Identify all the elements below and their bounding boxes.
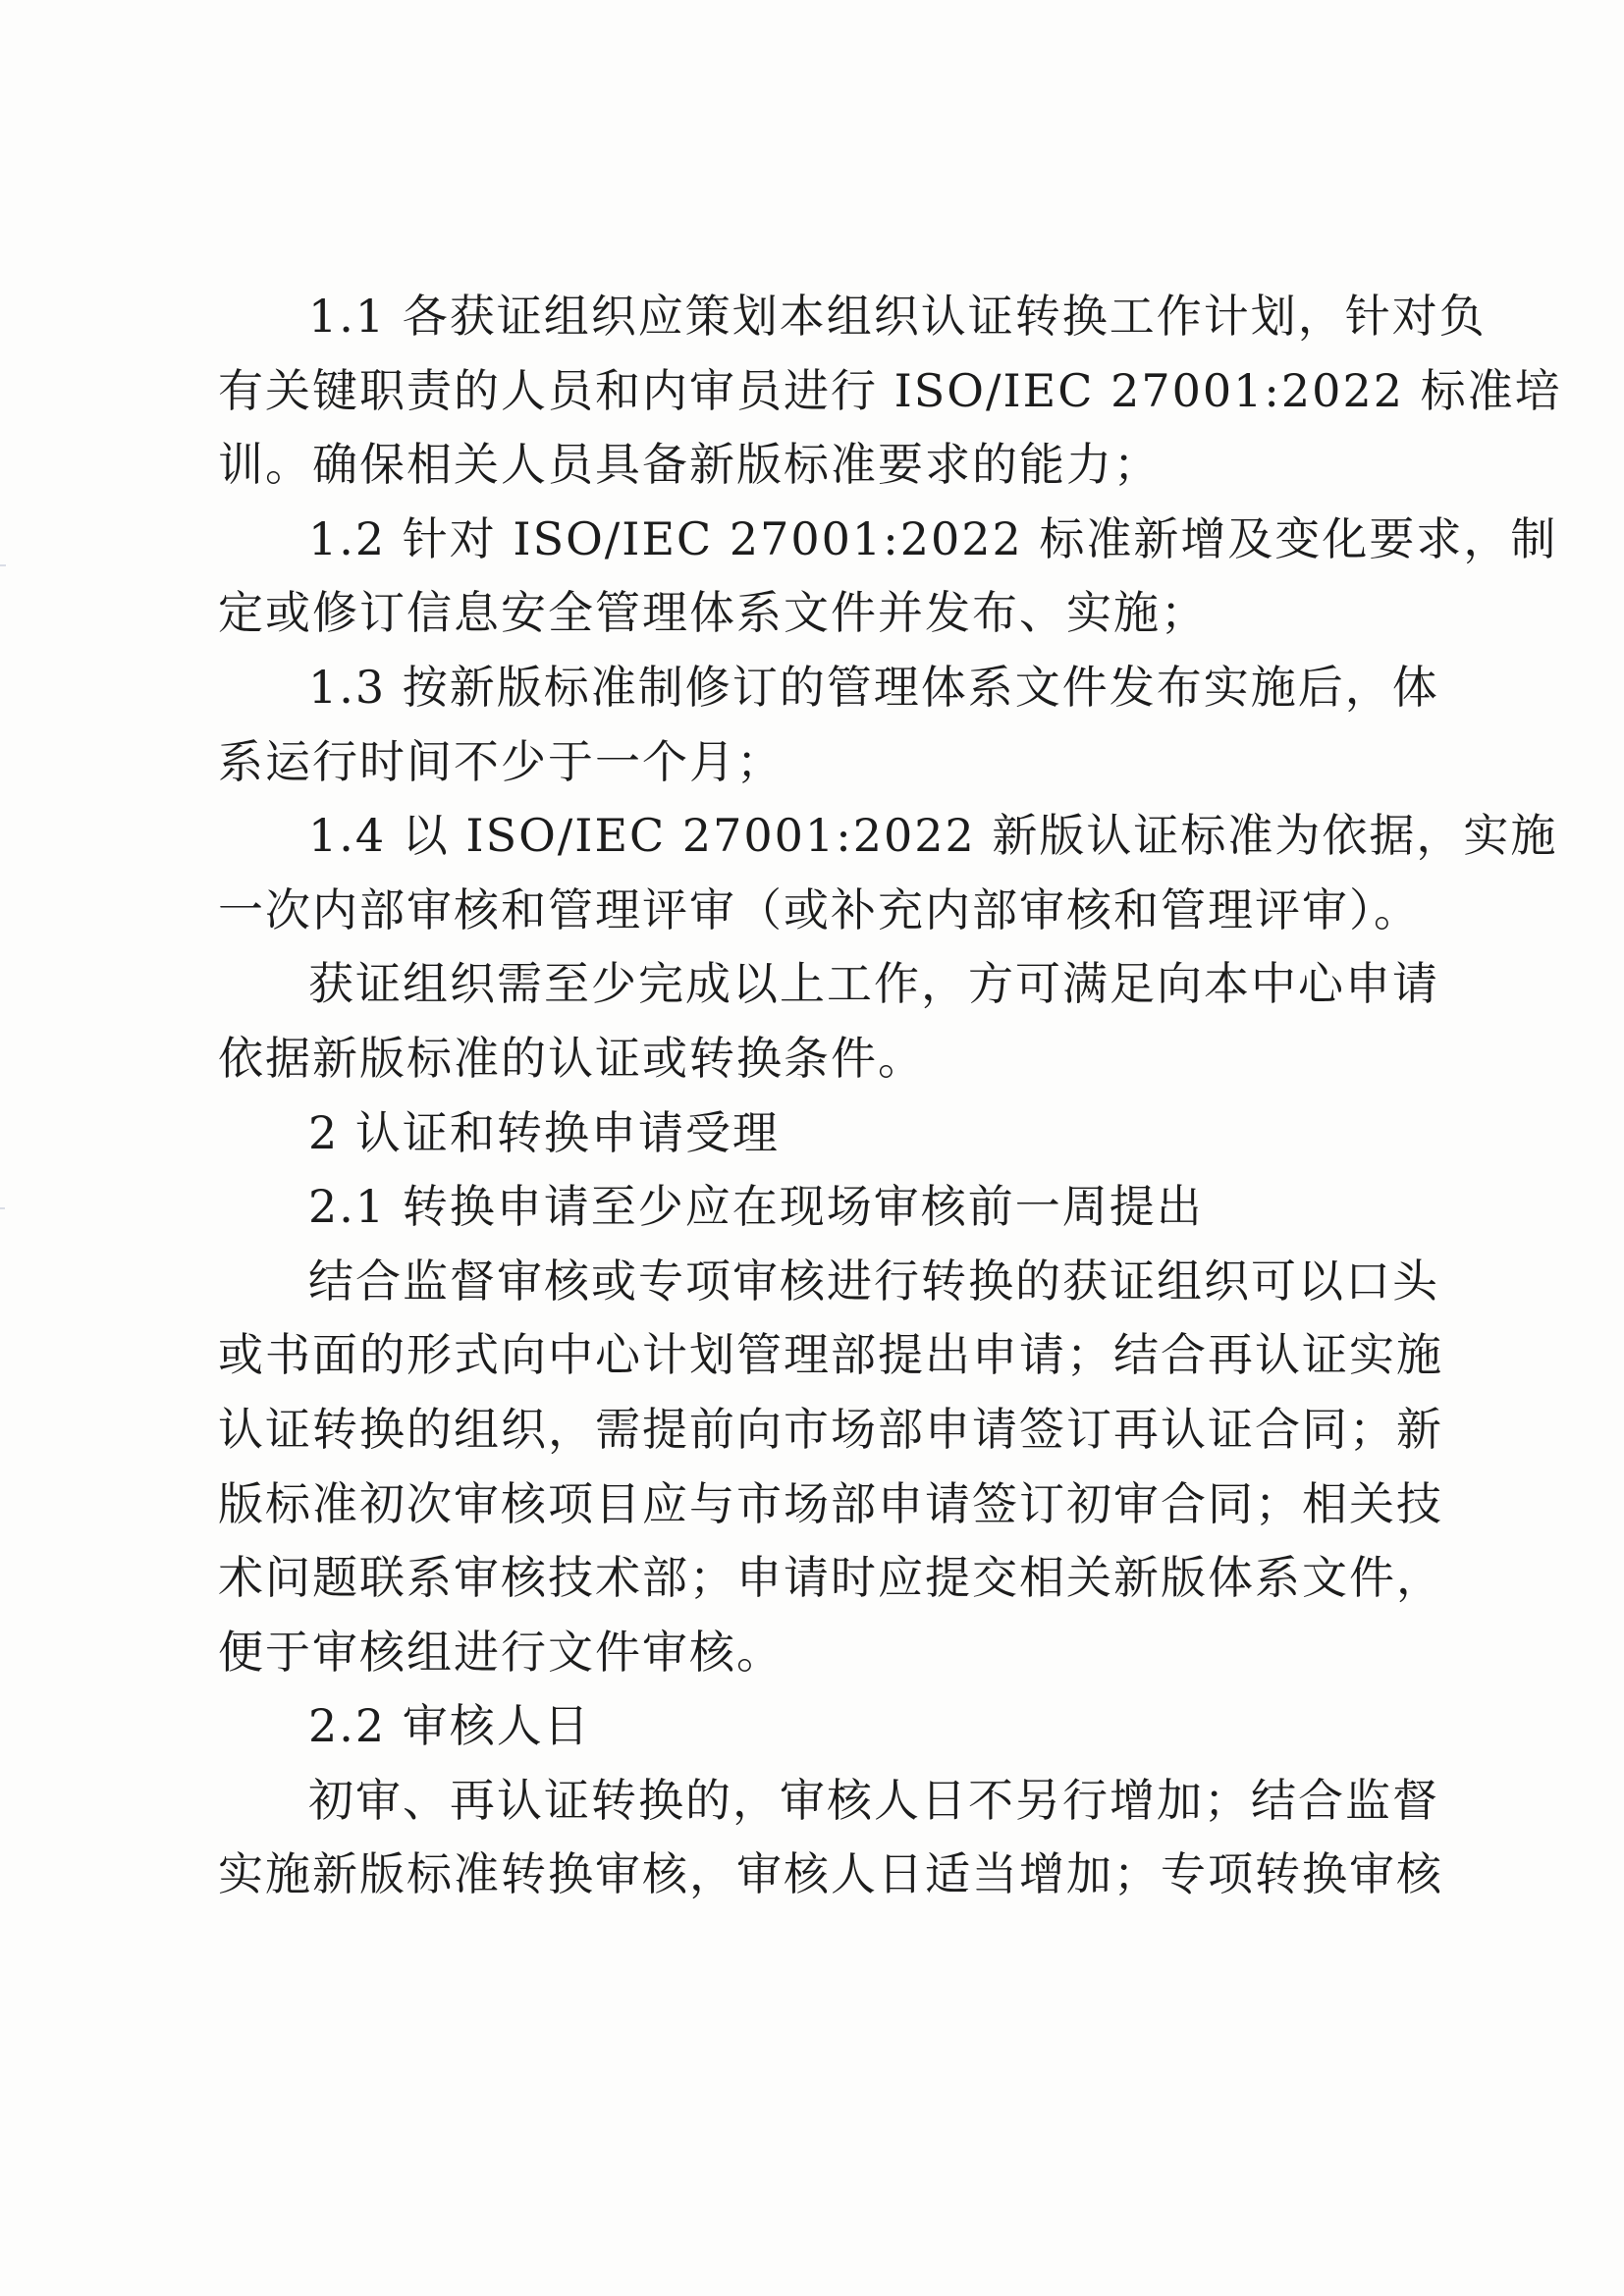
text-line: 初审、再认证转换的，审核人日不另行增加；结合监督 — [308, 1773, 1439, 1827]
text-line: 系运行时间不少于一个月； — [218, 734, 784, 788]
text-line: 结合监督审核或专项审核进行转换的获证组织可以口头 — [308, 1254, 1439, 1308]
text-line: 2.1 转换申请至少应在现场审核前一周提出 — [308, 1180, 1204, 1234]
text-line: 获证组织需至少完成以上工作，方可满足向本中心申请 — [308, 957, 1439, 1011]
scan-edge-mark — [0, 1207, 5, 1209]
text-line: 版标准初次审核项目应与市场部申请签订初审合同；相关技 — [218, 1476, 1443, 1530]
text-line: 1.2 针对 ISO/IEC 27001:2022 标准新增及变化要求，制 — [308, 511, 1558, 565]
text-line: 定或修订信息安全管理体系文件并发布、实施； — [218, 586, 1208, 640]
document-body — [218, 280, 1562, 1912]
text-line: 2.2 审核人日 — [308, 1699, 591, 1753]
text-line: 训。确保相关人员具备新版标准要求的能力； — [218, 438, 1161, 492]
text-line: 术问题联系审核技术部；申请时应提交相关新版体系文件， — [218, 1551, 1443, 1605]
text-line: 1.1 各获证组织应策划本组织认证转换工作计划，针对负 — [308, 290, 1487, 343]
text-line: 一次内部审核和管理评审（或补充内部审核和管理评审）。 — [218, 882, 1421, 936]
text-line: 有关键职责的人员和内审员进行 ISO/IEC 27001:2022 标准培 — [218, 363, 1562, 417]
text-line: 依据新版标准的认证或转换条件。 — [218, 1031, 925, 1085]
text-line: 2 认证和转换申请受理 — [308, 1105, 780, 1159]
text-line: 实施新版标准转换审核，审核人日适当增加；专项转换审核 — [218, 1847, 1443, 1901]
text-line: 1.3 按新版标准制修订的管理体系文件发布实施后，体 — [308, 660, 1439, 714]
text-line: 认证转换的组织，需提前向市场部申请签订再认证合同；新 — [218, 1402, 1443, 1456]
text-line: 1.4 以 ISO/IEC 27001:2022 新版认证标准为依据，实施 — [308, 809, 1558, 863]
text-line: 便于审核组进行文件审核。 — [218, 1625, 784, 1679]
scan-edge-mark — [0, 564, 6, 566]
text-line: 或书面的形式向中心计划管理部提出申请；结合再认证实施 — [218, 1328, 1443, 1382]
